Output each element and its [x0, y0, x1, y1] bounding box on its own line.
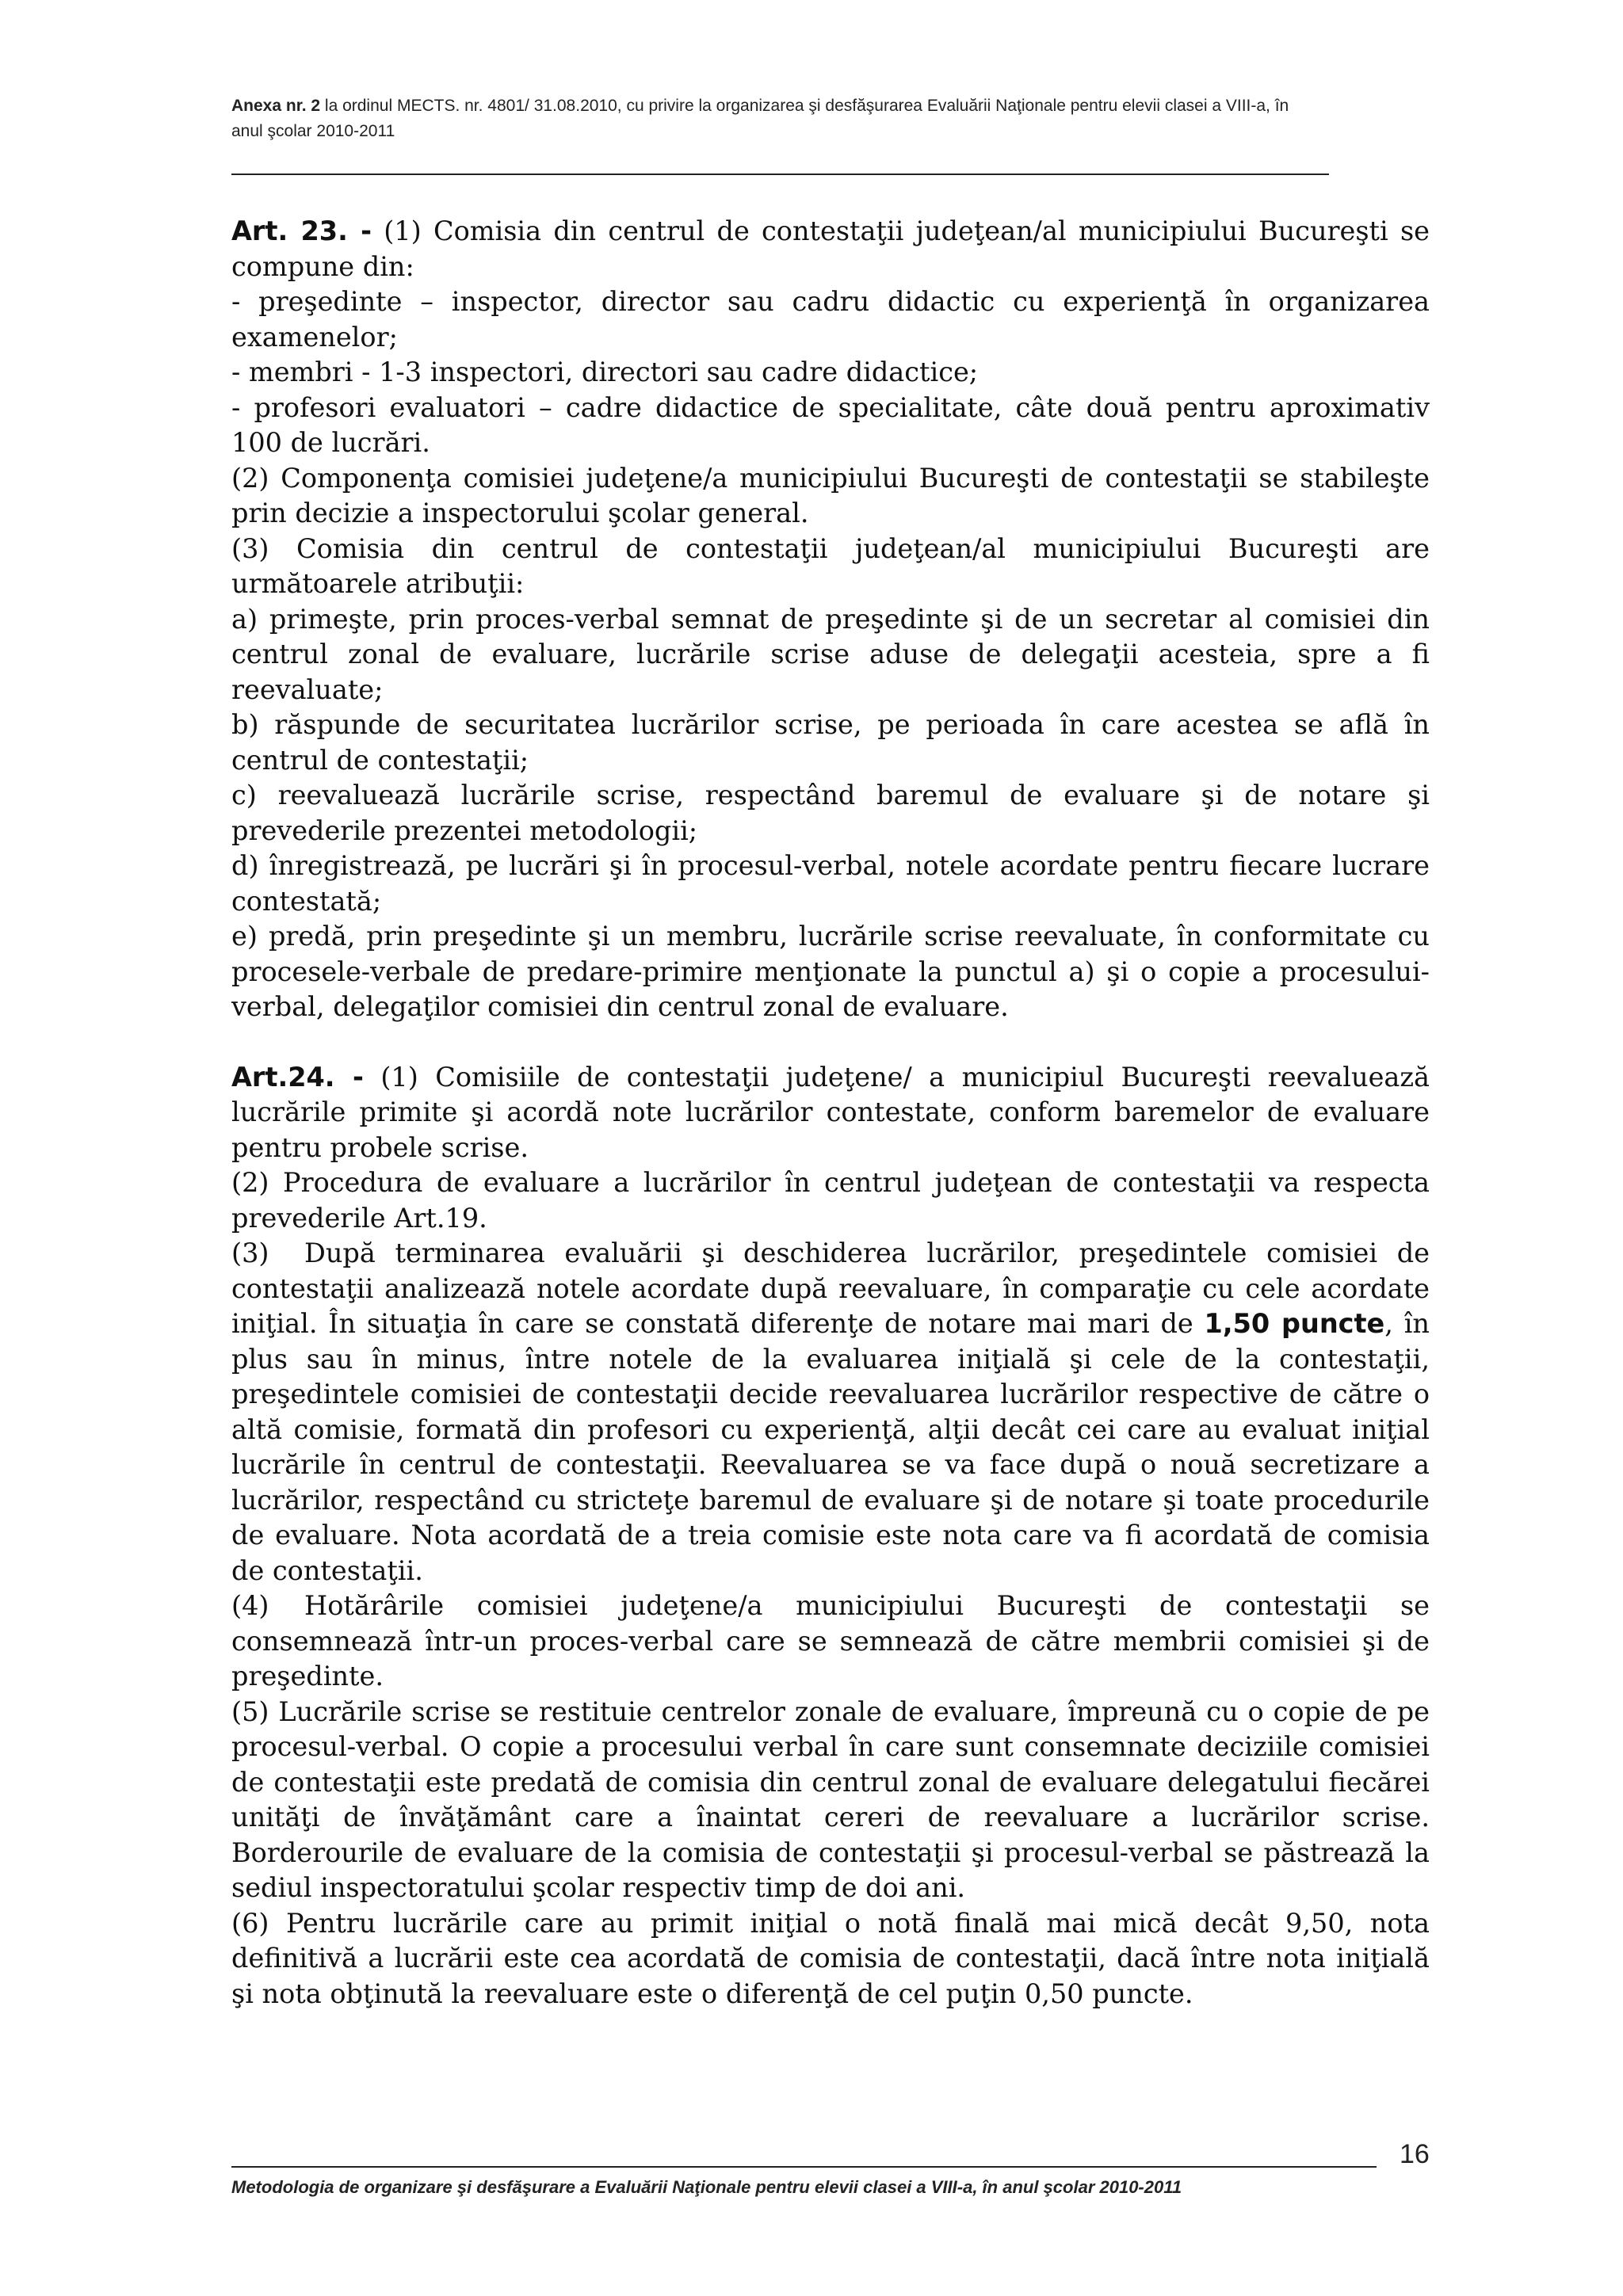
- page-footer: Metodologia de organizare şi desfăşurare a Evaluării Naţionale pentru elevii clasei a VIII-a, în anul şcolar 2010-2011: [231, 2177, 1182, 2197]
- page-header: [231, 93, 1468, 144]
- art23-point-a: a) primeşte, prin proces-verbal semnat de preşedinte şi de un secretar al comisiei din centrul zonal de evaluare, lucrările scrise aduse de delegaţii acesteia, spre a fi reevaluate;: [231, 603, 1430, 705]
- art23-point-e: e) predă, prin preşedinte şi un membru, lucrările scrise reevaluate, în conformitate cu procesele-verbale de predare-primire menţionate la punctul a) şi o copie a procesului-verbal, delegaţilor comisiei din centrul zonal de evaluare.: [231, 921, 1430, 1022]
- art24-paragraph-4: (4) Hotărârile comisiei judeţene/a municipiului Bucureşti de contestaţii se consemnează într-un proces-verbal care se semnează de către membrii comisiei şi de preşedinte.: [231, 1590, 1430, 1691]
- page-number: 16: [1400, 2139, 1430, 2169]
- art24-label: Art.24. -: [231, 1061, 364, 1093]
- section-gap: [231, 1025, 1430, 1060]
- art23-item-president: - preşedinte – inspector, director sau cadru didactic cu experienţă în organizarea examenelor;: [231, 286, 1430, 353]
- art24-paragraph-5: (5) Lucrările scrise se restituie centrelor zonale de evaluare, împreună cu o copie de pe procesul-verbal. O copie a procesului verbal în care sunt consemnate deciziile comisiei de contestaţii este predată de comisia din centrul zonal de evaluare delegatului fiecărei unităţi de învăţământ care a înaintat cereri de reevaluare a lucrărilor scrise. Borderourile de evaluare de la comisia de contestaţii şi procesul-verbal se păstrează la sediul inspectoratului şcolar respectiv timp de doi ani.: [231, 1695, 1430, 1903]
- header-line-1: [231, 93, 1468, 119]
- art23-paragraph-1: Art. 23. - (1) Comisia din centrul de contestaţii judeţean/al municipiului Bucureşti se compune din:: [231, 215, 1430, 282]
- footer-divider: [231, 2166, 1377, 2168]
- art23-item-evaluators: - profesori evaluatori – cadre didactice de specialitate, câte două pentru aproximativ 100 de lucrări.: [231, 391, 1430, 458]
- header-divider: [231, 174, 1329, 175]
- art24-paragraph-2: (2) Procedura de evaluare a lucrărilor în centrul judeţean de contestaţii va respecta prevederile Art.19.: [231, 1167, 1430, 1234]
- art23-paragraph-3: (3) Comisia din centrul de contestaţii judeţean/al municipiului Bucureşti are următoarele atribuţii:: [231, 532, 1430, 599]
- art24-paragraph-1: Art.24. - (1) Comisiile de contestaţii judeţene/ a municipiul Bucureşti reevaluează lucrările primite şi acordă note lucrărilor contestate, conform baremelor de evaluare pentru probele scrise.: [231, 1061, 1430, 1163]
- art23-point-d: d) înregistrează, pe lucrări şi în procesul-verbal, notele acordate pentru fiecare lucrare contestată;: [231, 850, 1430, 917]
- header-text: la ordinul MECTS. nr. 4801/ 31.08.2010, cu privire la organizarea şi desfăşurarea Evaluării Naţionale pentru elevii clasei a VIII-a, în: [320, 97, 1289, 115]
- document-body: [231, 214, 1430, 2012]
- art24-p3-number: (3): [231, 1238, 269, 1268]
- art23-paragraph-2: (2) Componenţa comisiei judeţene/a municipiului Bucureşti de contestaţii se stabileşte prin decizie a inspectorului şcolar general.: [231, 462, 1430, 528]
- art23-label: Art. 23. -: [231, 215, 372, 246]
- art23-point-c: c) reevaluează lucrările scrise, respectând baremul de evaluare şi de notare şi prevederile prezentei metodologii;: [231, 780, 1430, 846]
- art24-paragraph-6: (6) Pentru lucrările care au primit iniţial o notă finală mai mică decât 9,50, nota definitivă a lucrării este cea acordată de comisia de contestaţii, dacă între nota iniţială şi nota obţinută la reevaluare este o diferenţă de cel puţin 0,50 puncte.: [231, 1907, 1430, 2009]
- header-line-2: anul şcolar 2010-2011: [231, 122, 395, 140]
- art24-paragraph-3: (3) După terminarea evaluării şi deschiderea lucrărilor, preşedintele comisiei de contestaţii analizează notele acordate după reevaluare, în comparaţie cu cele acordate iniţial. În situaţia în care se constată diferenţe de notare mai mari de 1,50 puncte, în plus sau în minus, între notele de la evaluarea iniţială şi cele de la contestaţii, preşedintele comisiei de contestaţii decide reevaluarea lucrărilor respective de către o altă comisie, formată din profesori cu experienţă, alţii decât cei care au evaluat iniţial lucrările în centrul de contestaţii. Reevaluarea se va face după o nouă secretizare a lucrărilor, respectând cu stricteţe baremul de evaluare şi de notare şi toate procedurile de evaluare. Nota acordată de a treia comisie este nota care va fi acordată de comisia de contestaţii.: [231, 1238, 1430, 1586]
- art23-item-members: - membri - 1-3 inspectori, directori sau cadre didactice;: [231, 357, 979, 387]
- art23-point-b: b) răspunde de securitatea lucrărilor scrise, pe perioada în care acestea se află în centrul de contestaţii;: [231, 709, 1430, 776]
- highlight-threshold: 1,50 puncte: [1204, 1308, 1385, 1339]
- header-annex-label: Anexa nr. 2: [231, 97, 321, 115]
- art24-p4-number: (4): [231, 1590, 269, 1621]
